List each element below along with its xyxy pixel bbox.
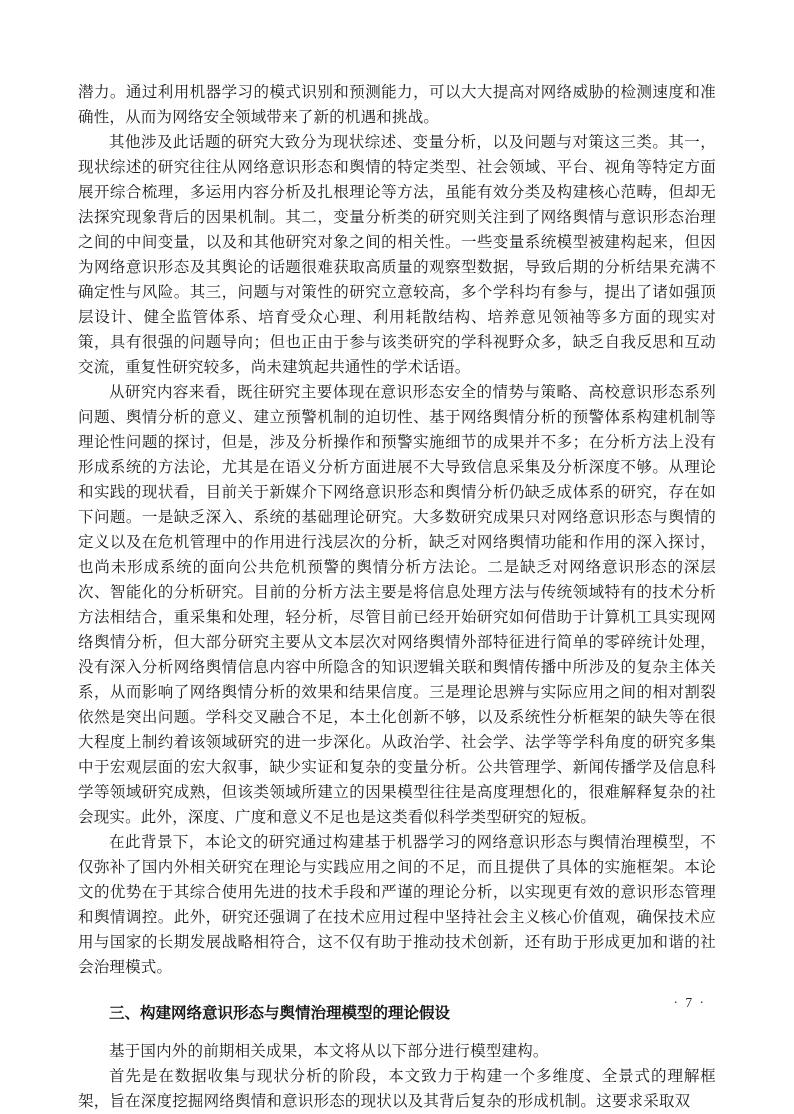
paragraph-continuation: 潜力。通过利用机器学习的模式识别和预测能力，可以大大提高对网络威胁的检测速度和准确性，从而为网络安全领域带来了新的机遇和挑战。: [78, 84, 716, 126]
section-heading: 三、构建网络意识形态与舆情治理模型的理论假设: [109, 1005, 451, 1022]
text-block: [78, 80, 716, 1114]
paragraph-data-collection: 首先是在数据收集与现状分析的阶段，本文致力于构建一个多维度、全景式的理解框架，旨在深度挖掘网络舆情和意识形态的现状以及其背后复杂的形成机制。这要求采取双: [78, 1068, 716, 1110]
paragraph-research-types: 其他涉及此话题的研究大致分为现状综述、变量分析，以及问题与对策这三类。其一，现状综述的研究往往从网络意识形态和舆情的特定类型、社会领域、平台、视角等特定方面展开综合梳理，多运用内容分析及扎根理论等方法，虽能有效分类及构建核心范畴，但却无法探究现象背后的因果机制。其二，变量分析类的研究则关注到了网络舆情与意识形态治理之间的中间变量，以及和其他研究对象之间的相关性。一些变量系统模型被建构起来，但因为网络意识形态及其舆论的话题很难获取高质量的观察型数据，导致后期的分析结果充满不确定性与风险。其三，问题与对策性的研究立意较高，多个学科均有参与，提出了诸如强顶层设计、健全监管体系、培育受众心理、利用耗散结构、培养意见领袖等多方面的现实对策，具有很强的问题导向；但也正由于参与该类研究的学科视野众多，缺乏自我反思和互动交流，重复性研究较多，尚未建筑起共通性的学术话语。: [78, 134, 716, 376]
paragraph-background: 在此背景下，本论文的研究通过构建基于机器学习的网络意识形态与舆情治理模型，不仅弥补了国内外相关研究在理论与实践应用之间的不足，而且提供了具体的实施框架。本论文的优势在于其综合使用先进的技术手段和严谨的理论分析，以实现更有效的意识形态管理和舆情调控。此外，研究还强调了在技术应用过程中坚持社会主义核心价值观，确保技术应用与国家的长期发展战略相符合，这不仅有助于推动技术创新，还有助于形成更加和谐的社会治理模式。: [78, 834, 716, 976]
paragraph-model-intro: 基于国内外的前期相关成果，本文将从以下部分进行模型建构。: [109, 1043, 549, 1060]
page-number: · 7 ·: [673, 995, 706, 1010]
paragraph-research-content: 从研究内容来看，既往研究主要体现在意识形态安全的情势与策略、高校意识形态系列问题、舆情分析的意义、建立预警机制的迫切性、基于网络舆情分析的预警体系构建机制等理论性问题的探讨，但是，涉及分析操作和预警实施细节的成果并不多；在分析方法上没有形成系统的方法论，尤其是在语义分析方面进展不大导致信息采集及分析深度不够。从理论和实践的现状看，目前关于新媒介下网络意识形态和舆情分析仍缺乏成体系的研究，存在如下问题。一是缺乏深入、系统的基础理论研究。大多数研究成果只对网络意识形态与舆情的定义以及在危机管理中的作用进行浅层次的分析，缺乏对网络舆情功能和作用的深入探讨，也尚未形成系统的面向公共危机预警的舆情分析方法论。二是缺乏对网络意识形态的深层次、智能化的分析研究。目前的分析方法主要是将信息处理方法与传统领域特有的技术分析方法相结合，重采集和处理，轻分析，尽管目前已经开始研究如何借助于计算机工具实现网络舆情分析，但大部分研究主要从文本层次对网络舆情外部特征进行简单的零碎统计处理，没有深入分析网络舆情信息内容中所隐含的知识逻辑关联和舆情传播中所涉及的复杂主体关系，从而影响了网络舆情分析的效果和结果信度。三是理论思辨与实际应用之间的相对割裂依然是突出问题。学科交叉融合不足，本土化创新不够，以及系统性分析框架的缺失等在很大程度上制约着该领域研究的进一步深化。从政治学、社会学、法学等学科角度的研究多集中于宏观层面的宏大叙事，缺少实证和复杂的变量分析。公共管理学、新闻传播学及信息科学等领域研究成熟，但该类领域所建立的因果模型往往是高度理想化的，很难解释复杂的社会现实。此外，深度、广度和意义不足也是这类看似科学类型研究的短板。: [78, 384, 716, 826]
